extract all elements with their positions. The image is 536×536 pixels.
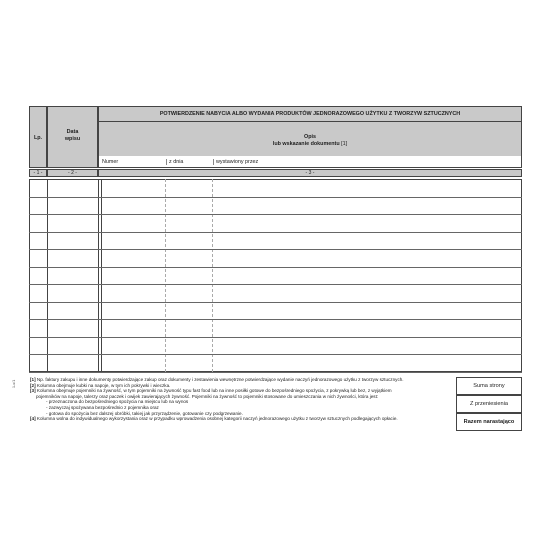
opis-label-2 [99, 141, 521, 147]
opis-subheader-strip [99, 156, 521, 167]
footnote-line [30, 388, 392, 393]
table-row [29, 302, 522, 303]
table-row [29, 197, 522, 198]
colnum-3: - 3 - [305, 170, 315, 176]
data-wpisu-label-1: Data [66, 129, 79, 135]
col-sep-1 [47, 179, 48, 372]
table-row [29, 354, 522, 355]
table-row [29, 267, 522, 268]
table-row [29, 337, 522, 338]
footnote-text: Kolumna wolna do indywidualnego wykorzystania oraz w przypadku wprowadzenia osobnej kategorii naczyń jednorazowego użytku z tworzyw sztucznych podlegających opłacie. [36, 416, 398, 422]
suma-strony-box [456, 377, 522, 395]
footnote-text: - gotowa do spożycia bez dalszej obróbki, takiej jak przyrządzenie, gotowanie czy podgrzewanie. [46, 410, 243, 416]
opis-label-2-text: lub wskazanie dokumentu [272, 141, 340, 147]
footnote-text: - przeznaczona do bezpośredniego spożycia na miejscu lub na wynos [46, 399, 189, 405]
z-przeniesienia-box [456, 395, 522, 413]
sub-z-dnia-label: z dnia [166, 159, 183, 165]
table-row [29, 232, 522, 233]
colnum-cell-3 [98, 169, 522, 177]
footnote-line [46, 405, 159, 410]
data-wpisu-header [47, 106, 98, 168]
opis-footnote-ref: [1] [341, 141, 348, 147]
razem-narastajaco-box [456, 413, 522, 431]
colnum-cell-1 [29, 169, 47, 177]
footnote-ref: [4] [30, 416, 36, 422]
footnote-line [46, 411, 243, 416]
footnote-line [46, 399, 188, 404]
footnote-ref: [3] [30, 388, 36, 394]
table-row [29, 249, 522, 250]
subcol-divider-z-dnia [165, 179, 166, 372]
side-code: 1-u/1 [12, 379, 16, 388]
z-przeniesienia-label: Z przeniesienia [470, 401, 508, 407]
footnote-text: - zazwyczaj spożywana bezpośrednio z pojemnika oraz [46, 405, 159, 410]
table-row [29, 319, 522, 320]
opis-label-1: Opis [304, 134, 316, 140]
subcol-divider-wystawiony [212, 179, 213, 372]
table-row [29, 284, 522, 285]
sub-numer-label: Numer [102, 159, 119, 165]
data-wpisu-label-2: wpisu [64, 136, 81, 142]
table-row [29, 372, 522, 373]
footnote-ref: [2] [30, 382, 36, 388]
sub-wystawiony-label: wystawiony przez [213, 159, 258, 165]
footnote-text: Kolumna obejmuje pojemniki na żywność, w tym pojemniki na żywność typu fast food lub na inne posiłki gotowe do bezpośredniego spożycia, z pokrywką lub bez, z wyjątkiem [36, 388, 392, 394]
main-title: POTWIERDZENIE NABYCIA ALBO WYDANIA PRODUKTÓW JEDNORAZOWEGO UŻYTKU Z TWORZYW SZTUCZNYCH [159, 111, 461, 117]
footnote-line [36, 394, 378, 399]
razem-narastajaco-label: Razem narastająco [463, 419, 515, 425]
lp-label: Lp. [33, 135, 43, 141]
footnote-text: Np. faktury zakupu i inne dokumenty potwierdzające zakup oraz dokumenty i zestawienia wewnętrzne potwierdzające wydanie naczyń jednorazowego użytku z tworzyw sztucznych. [36, 377, 404, 382]
suma-strony-label: Suma strony [473, 383, 505, 389]
table-row [29, 214, 522, 215]
footnote-line [30, 383, 170, 388]
col-sep-2 [98, 179, 99, 372]
main-title-cell [98, 106, 522, 122]
footnote-line [30, 377, 404, 382]
entries-table [29, 179, 522, 372]
colnum-cell-2 [47, 169, 98, 177]
colnum-1: - 1 - [33, 170, 43, 176]
footnote-text: pojemników na napoje, talerzy oraz paczek i owijek zawierających żywność. Pojemniki na żywność to pojemniki stosowane do umieszczania w nich żywności, która jest: [36, 393, 379, 399]
footnote-text: Kolumna obejmuje kubki na napoje, w tym ich pokrywki i wieczka. [36, 382, 171, 388]
lp-header [29, 106, 47, 168]
col-sep-3 [101, 179, 102, 372]
footnote-line [30, 416, 398, 421]
opis-header [98, 121, 522, 168]
footnote-ref: [1] [30, 377, 36, 382]
colnum-2: - 2 - [68, 170, 77, 176]
